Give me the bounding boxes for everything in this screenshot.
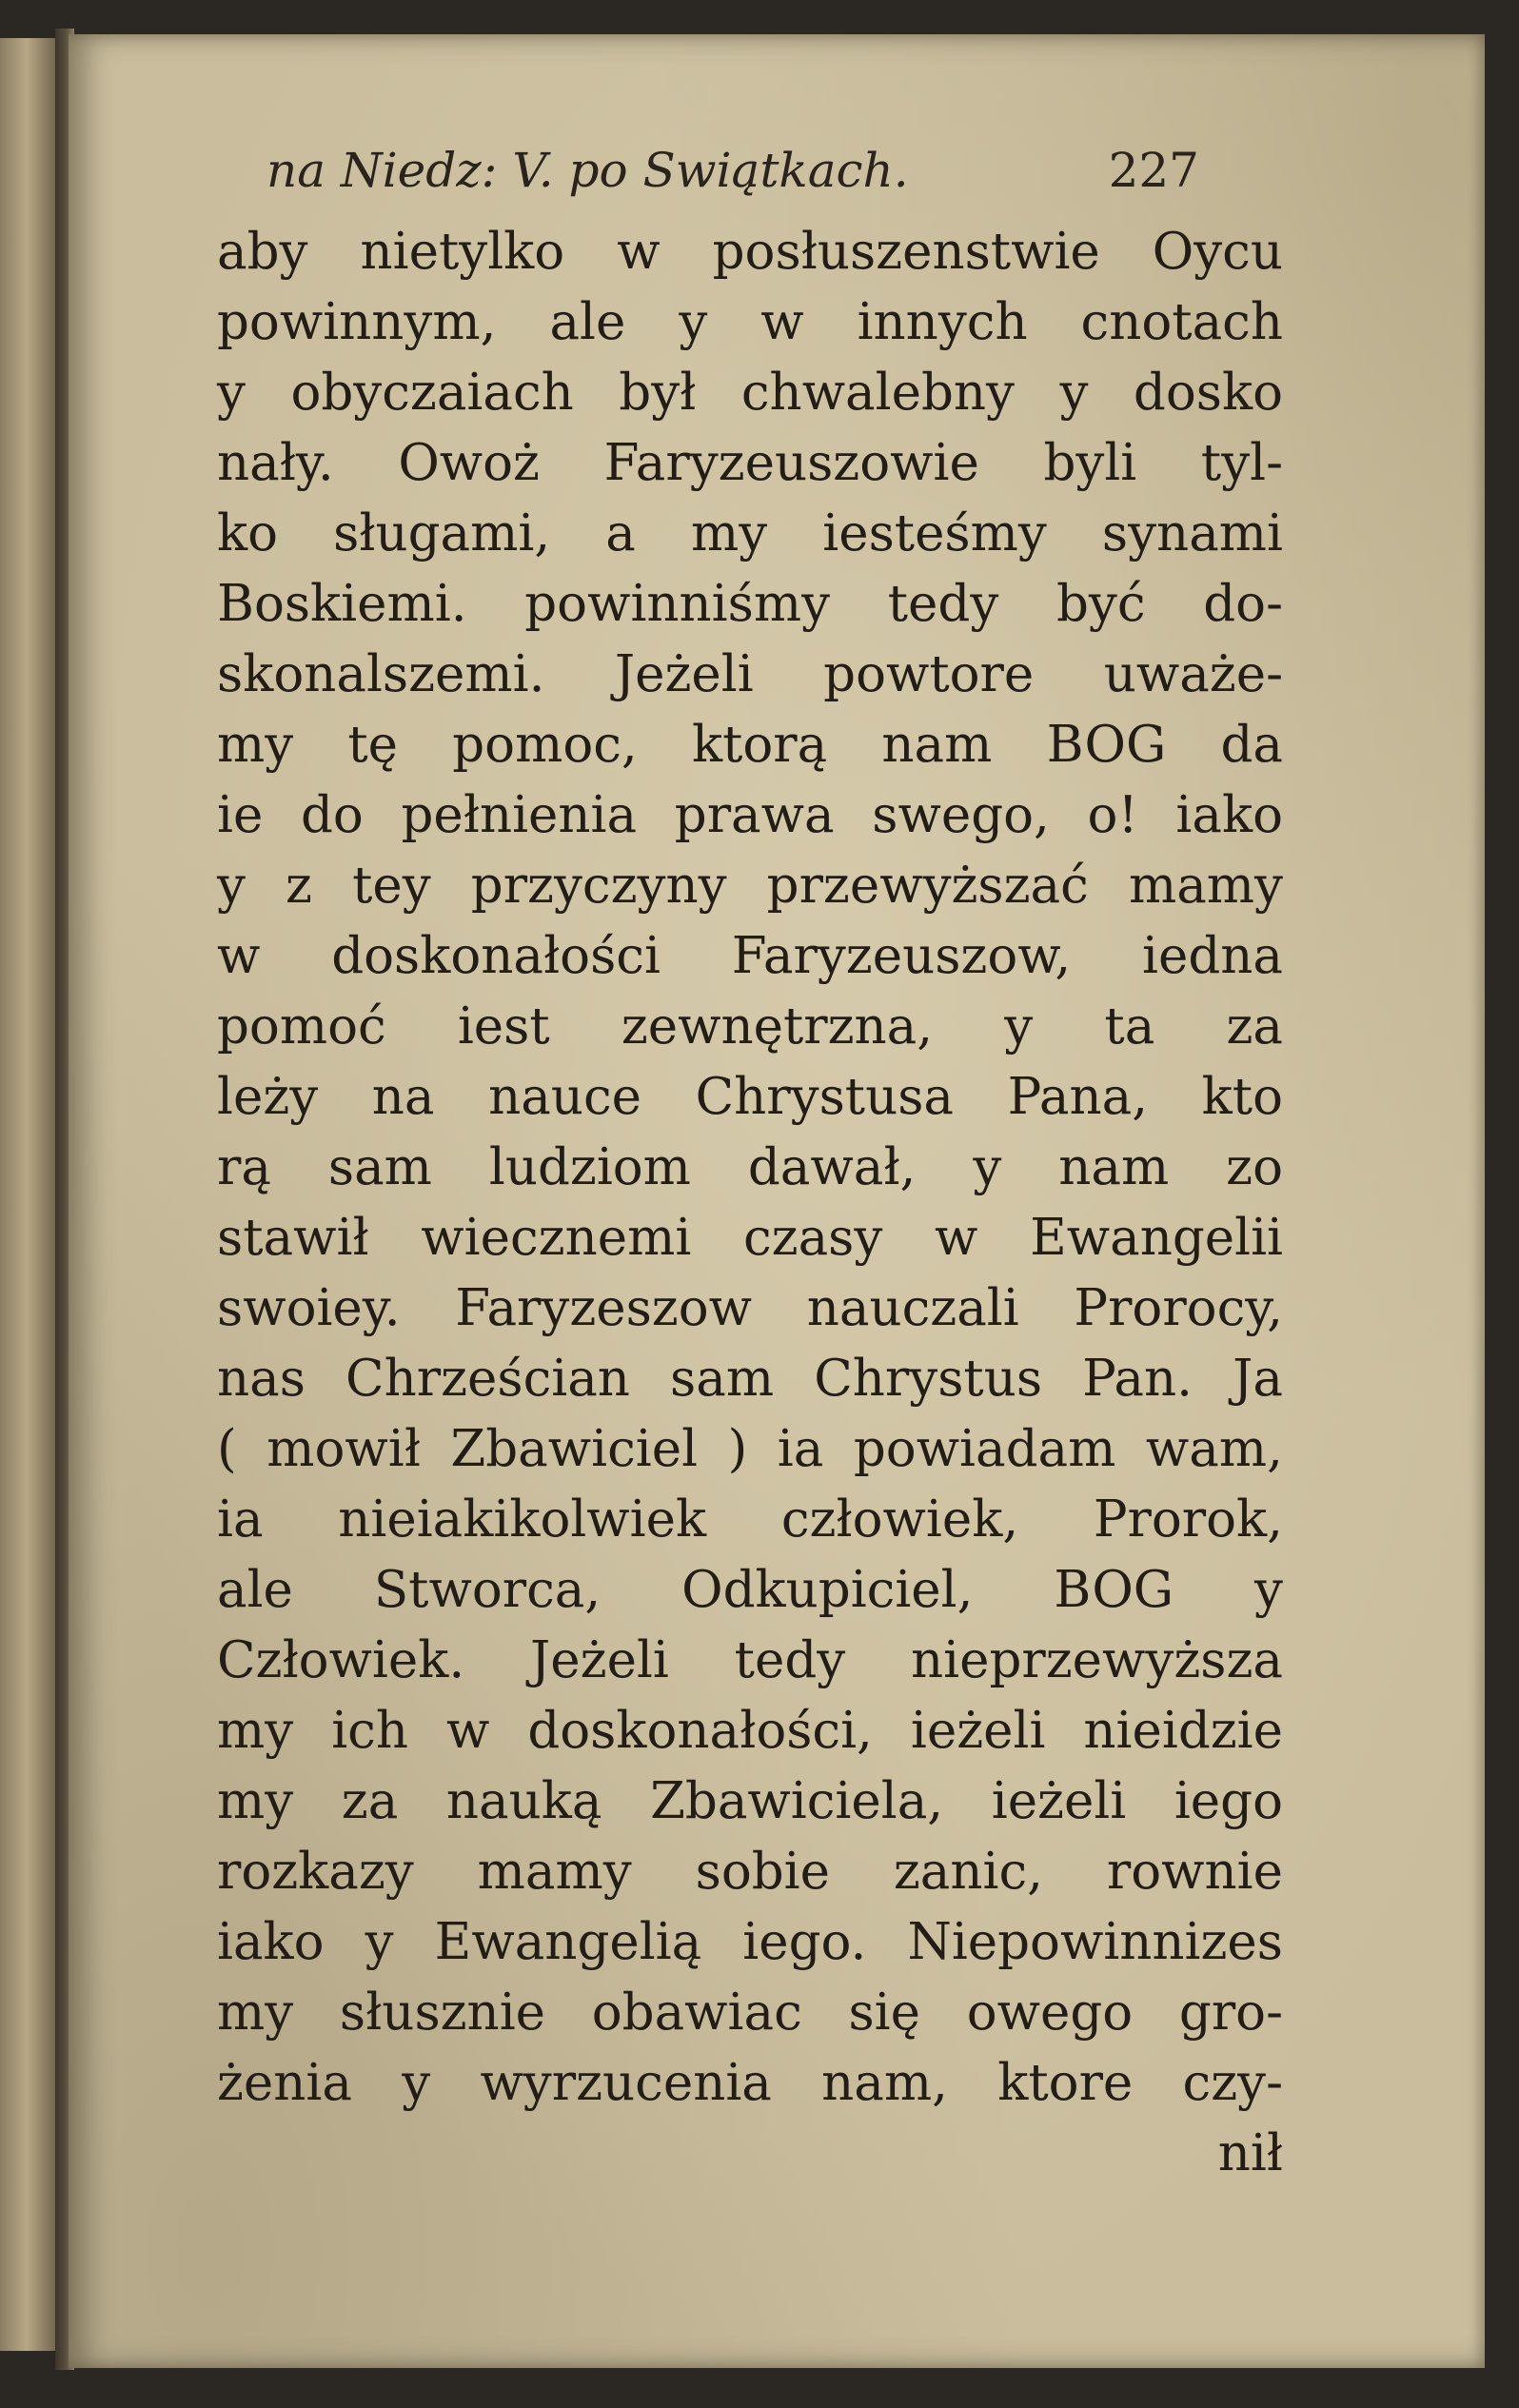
text-line: żenia y wyrzucenia nam, ktore czy- xyxy=(217,2054,1283,2112)
text-line: iako y Ewangelią iego. Niepowinnizes xyxy=(217,1913,1283,1971)
facing-page-edge xyxy=(0,38,59,2351)
text-line: ie do pełnienia prawa swego, o! iako xyxy=(217,786,1283,844)
text-line: my tę pomoc, ktorą nam BOG da xyxy=(217,716,1283,774)
text-line: w doskonałości Faryzeuszow, iedna xyxy=(217,927,1283,985)
page-number: 227 xyxy=(1108,143,1199,198)
text-line: stawił wiecznemi czasy w Ewangelii xyxy=(217,1209,1283,1267)
text-line: leży na nauce Chrystusa Pana, kto xyxy=(217,1068,1283,1126)
text-line: ale Stworca, Odkupiciel, BOG y xyxy=(217,1561,1283,1619)
text-line: powinnym, ale y w innych cnotach xyxy=(217,293,1283,351)
text-line: y z tey przyczyny przewyższać mamy xyxy=(217,857,1283,915)
running-title: na Niedz: V. po Swiątkach. xyxy=(266,143,909,198)
text-line: my ich w doskonałości, ieżeli nieidzie xyxy=(217,1702,1283,1760)
text-line: my słusznie obawiac się owego gro- xyxy=(217,1984,1283,2042)
text-line: rozkazy mamy sobie zanic, rownie xyxy=(217,1843,1283,1901)
text-line: Boskiemi. powinniśmy tedy być do- xyxy=(217,575,1283,633)
body-text xyxy=(217,217,1283,2189)
text-line: nas Chrześcian sam Chrystus Pan. Ja xyxy=(217,1350,1283,1408)
text-line: ia nieiakikolwiek człowiek, Prorok, xyxy=(217,1490,1283,1549)
text-line: skonalszemi. Jeżeli powtore uważe- xyxy=(217,645,1283,703)
text-line: Człowiek. Jeżeli tedy nieprzewyższa xyxy=(217,1631,1283,1689)
text-line: pomoć iest zewnętrzna, y ta za xyxy=(217,997,1283,1056)
text-line: swoiey. Faryzeszow nauczali Prorocy, xyxy=(217,1279,1283,1337)
page-header xyxy=(266,143,1199,209)
text-line: my za nauką Zbawiciela, ieżeli iego xyxy=(217,1772,1283,1830)
catchword: nił xyxy=(1217,2124,1283,2182)
text-line: rą sam ludziom dawał, y nam zo xyxy=(217,1138,1283,1196)
text-line: ko sługami, a my iesteśmy synami xyxy=(217,504,1283,563)
text-line: aby nietylko w posłuszenstwie Oycu xyxy=(217,223,1283,281)
text-line: ( mowił Zbawiciel ) ia powiadam wam, xyxy=(217,1420,1283,1478)
text-line: y obyczaiach był chwalebny y dosko xyxy=(217,364,1283,422)
text-line: nały. Owoż Faryzeuszowie byli tyl- xyxy=(217,434,1283,492)
